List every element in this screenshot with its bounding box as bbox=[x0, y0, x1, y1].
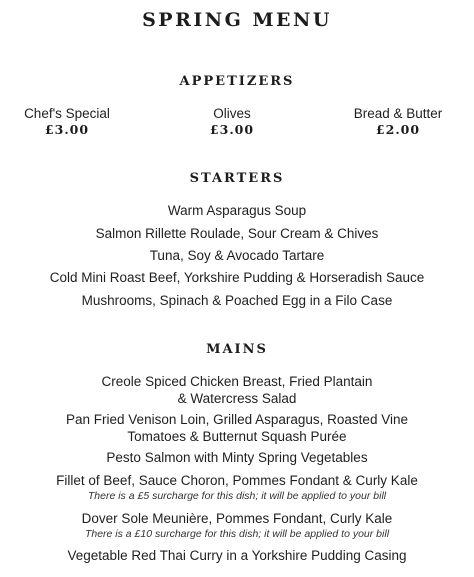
appetizer-item bbox=[162, 106, 302, 138]
main-item-line: Vegetable Red Thai Curry in a Yorkshire Pudding Casing bbox=[67, 548, 407, 563]
menu-title: SPRING MENU bbox=[142, 9, 332, 31]
appetizer-price: £3.00 bbox=[44, 122, 90, 137]
mains-heading: MAINS bbox=[206, 342, 268, 357]
starter-item: Salmon Rillette Roulade, Sour Cream & Chives bbox=[95, 226, 379, 241]
appetizer-item bbox=[328, 106, 468, 138]
starters-heading: STARTERS bbox=[189, 171, 285, 186]
starter-item: Mushrooms, Spinach & Poached Egg in a Filo Case bbox=[81, 293, 393, 308]
main-item-line: Pan Fried Venison Loin, Grilled Asparagus, Roasted Vine bbox=[66, 412, 408, 427]
main-item-line: Tomatoes & Butternut Squash Purée bbox=[127, 429, 347, 444]
main-item-line: Pesto Salmon with Minty Spring Vegetables bbox=[106, 450, 368, 465]
appetizer-item bbox=[0, 106, 137, 138]
surcharge-note: There is a £10 surcharge for this dish; it will be applied to your bill bbox=[84, 528, 390, 540]
main-item bbox=[0, 472, 474, 503]
appetizer-price: £3.00 bbox=[209, 122, 255, 137]
main-item bbox=[0, 547, 474, 564]
main-item-line: Creole Spiced Chicken Breast, Fried Plantain bbox=[101, 374, 373, 389]
main-item bbox=[0, 411, 474, 445]
appetizers-list bbox=[0, 106, 474, 142]
appetizer-price: £2.00 bbox=[375, 122, 421, 137]
starter-item: Cold Mini Roast Beef, Yorkshire Pudding & Horseradish Sauce bbox=[49, 270, 425, 285]
starter-item: Tuna, Soy & Avocado Tartare bbox=[149, 248, 325, 263]
appetizer-name: Olives bbox=[213, 106, 251, 121]
appetizer-name: Bread & Butter bbox=[353, 106, 443, 121]
appetizer-name: Chef's Special bbox=[24, 106, 110, 121]
appetizers-heading: APPETIZERS bbox=[179, 74, 295, 89]
main-item bbox=[0, 449, 474, 466]
main-item-line: Fillet of Beef, Sauce Choron, Pommes Fondant & Curly Kale bbox=[56, 473, 418, 488]
main-item bbox=[0, 510, 474, 541]
main-item-line: Dover Sole Meunière, Pommes Fondant, Curly Kale bbox=[81, 511, 393, 526]
main-item-line: & Watercress Salad bbox=[177, 391, 297, 406]
main-item bbox=[0, 373, 474, 407]
starter-item: Warm Asparagus Soup bbox=[167, 203, 307, 218]
surcharge-note: There is a £5 surcharge for this dish; it will be applied to your bill bbox=[87, 490, 387, 502]
